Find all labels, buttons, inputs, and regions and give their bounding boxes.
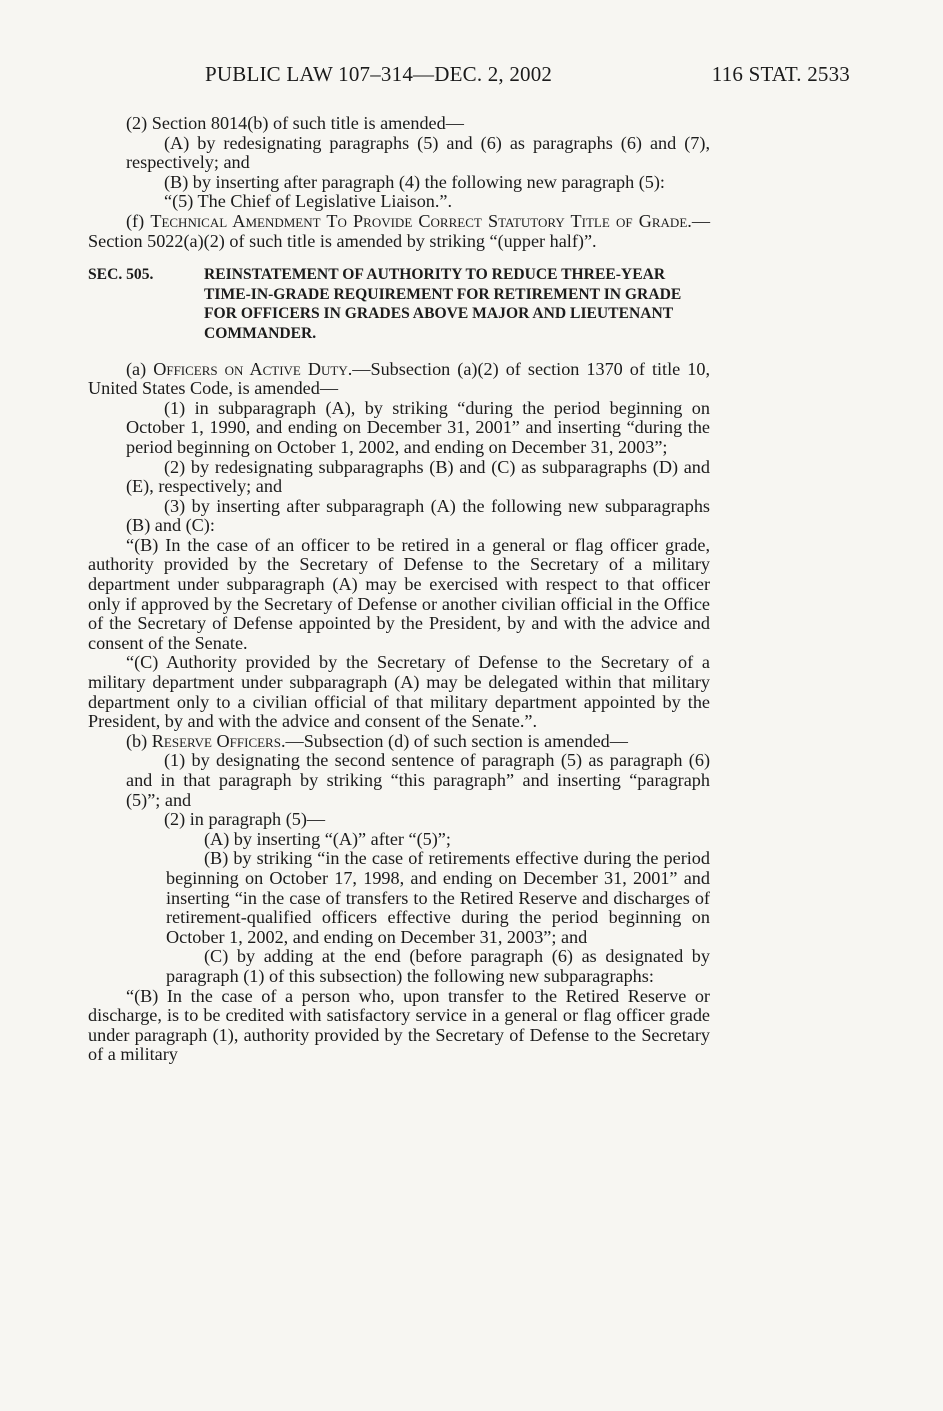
quoted-subparagraph-B: “(B) In the case of an officer to be retired in a general or flag officer grade, authority provided by the Secretary of Defense to the Secretary of a military department under subparagraph (A) may be exercised with respect to that officer only if approved by the Secretary of Defense or another civilian official in the Office of the Secretary of Defense appointed by the President, by and with the advice and consent of the Senate.: [88, 534, 710, 653]
subsection-b-paragraph-2: (2) in paragraph (5)—: [164, 809, 326, 830]
subsection-b-subparagraph-A: (A) by inserting “(A)” after “(5)”;: [204, 828, 451, 849]
subsection-b: [88, 732, 710, 752]
section-title: REINSTATEMENT OF AUTHORITY TO REDUCE THREE-YEAR TIME-IN-GRADE REQUIREMENT FOR RETIREMENT IN GRADE FOR OFFICERS IN GRADES ABOVE MAJOR AND LIEUTENANT COMMANDER.: [204, 266, 682, 342]
subsection-a-paragraph-1: (1) in subparagraph (A), by striking “during the period beginning on October 1, 1990, and ending on December 31, 2001” and inserting “during the period beginning on October 1, 2002, and ending on December 31, 2003”;: [126, 397, 710, 457]
section-number: SEC. 505.: [88, 266, 154, 284]
subsection-b-paragraph-1: (1) by designating the second sentence of paragraph (5) as paragraph (6) and in that paragraph by striking “this paragraph” and inserting “paragraph (5)”; and: [126, 750, 710, 810]
subsection-a-text: .—Subsection (a)(2) of section 1370 of title 10, United States Code, is amended—: [88, 358, 710, 399]
page-body: [88, 114, 710, 1065]
subsection-f-caption: Technical Amendment To Provide Correct Statutory Title of Grade: [150, 210, 688, 231]
subsection-b-subparagraph-C: (C) by adding at the end (before paragraph (6) as designated by paragraph (1) of this subsection) the following new subparagraphs:: [166, 946, 710, 986]
running-header: [88, 62, 850, 92]
subsection-b-subparagraph-B: (B) by striking “in the case of retirements effective during the period beginning on October 17, 1998, and ending on December 31, 2001” and inserting “in the case of transfers to the Retired Reserve and discharges of retirement-qualified officers effective during the period beginning on October 1, 2002, and ending on December 31, 2003”; and: [166, 848, 710, 947]
header-title: PUBLIC LAW 107–314—DEC. 2, 2002: [205, 62, 553, 86]
quoted-paragraph-5: “(5) The Chief of Legislative Liaison.”.: [164, 191, 453, 212]
subsection-a-paragraph-2: (2) by redesignating subparagraphs (B) and (C) as subparagraphs (D) and (E), respectively; and: [126, 456, 710, 497]
subparagraph-A: (A) by redesignating paragraphs (5) and (6) as paragraphs (6) and (7), respectively; and: [126, 132, 710, 173]
subsection-f: [88, 212, 710, 251]
paragraph-2: (2) Section 8014(b) of such title is amended—: [126, 113, 464, 133]
subsection-a-paragraph-3: (3) by inserting after subparagraph (A) the following new subparagraphs (B) and (C):: [126, 495, 710, 536]
subparagraph-B: (B) by inserting after paragraph (4) the following new paragraph (5):: [164, 171, 665, 192]
quoted-subparagraph-B-reserve: “(B) In the case of a person who, upon transfer to the Retired Reserve or discharge, is to be credited with satisfactory service in a general or flag officer grade under paragraph (1), authority provided by the Secretary of Defense to the Secretary of a military: [88, 985, 710, 1065]
header-stat-page: 116 STAT. 2533: [711, 62, 850, 86]
subsection-a-caption: Officers on Active Duty: [153, 358, 348, 379]
subsection-b-caption: Reserve Officers: [151, 730, 281, 751]
subsection-b-lead: (b): [126, 730, 152, 751]
subsection-a: [88, 360, 710, 399]
subsection-f-lead: (f): [126, 210, 151, 231]
subsection-b-text: .—Subsection (d) of such section is amended—: [280, 730, 628, 751]
quoted-subparagraph-C: “(C) Authority provided by the Secretary of Defense to the Secretary of a military department under subparagraph (A) may be delegated within that military department only to a civilian official of that military department appointed by the President, by and with the advice and consent of the Senate.”.: [88, 652, 710, 732]
subsection-a-lead: (a): [126, 358, 154, 379]
section-heading: [88, 265, 710, 343]
subsection-f-text: .—Section 5022(a)(2) of such title is amended by striking “(upper half)”.: [88, 210, 710, 251]
